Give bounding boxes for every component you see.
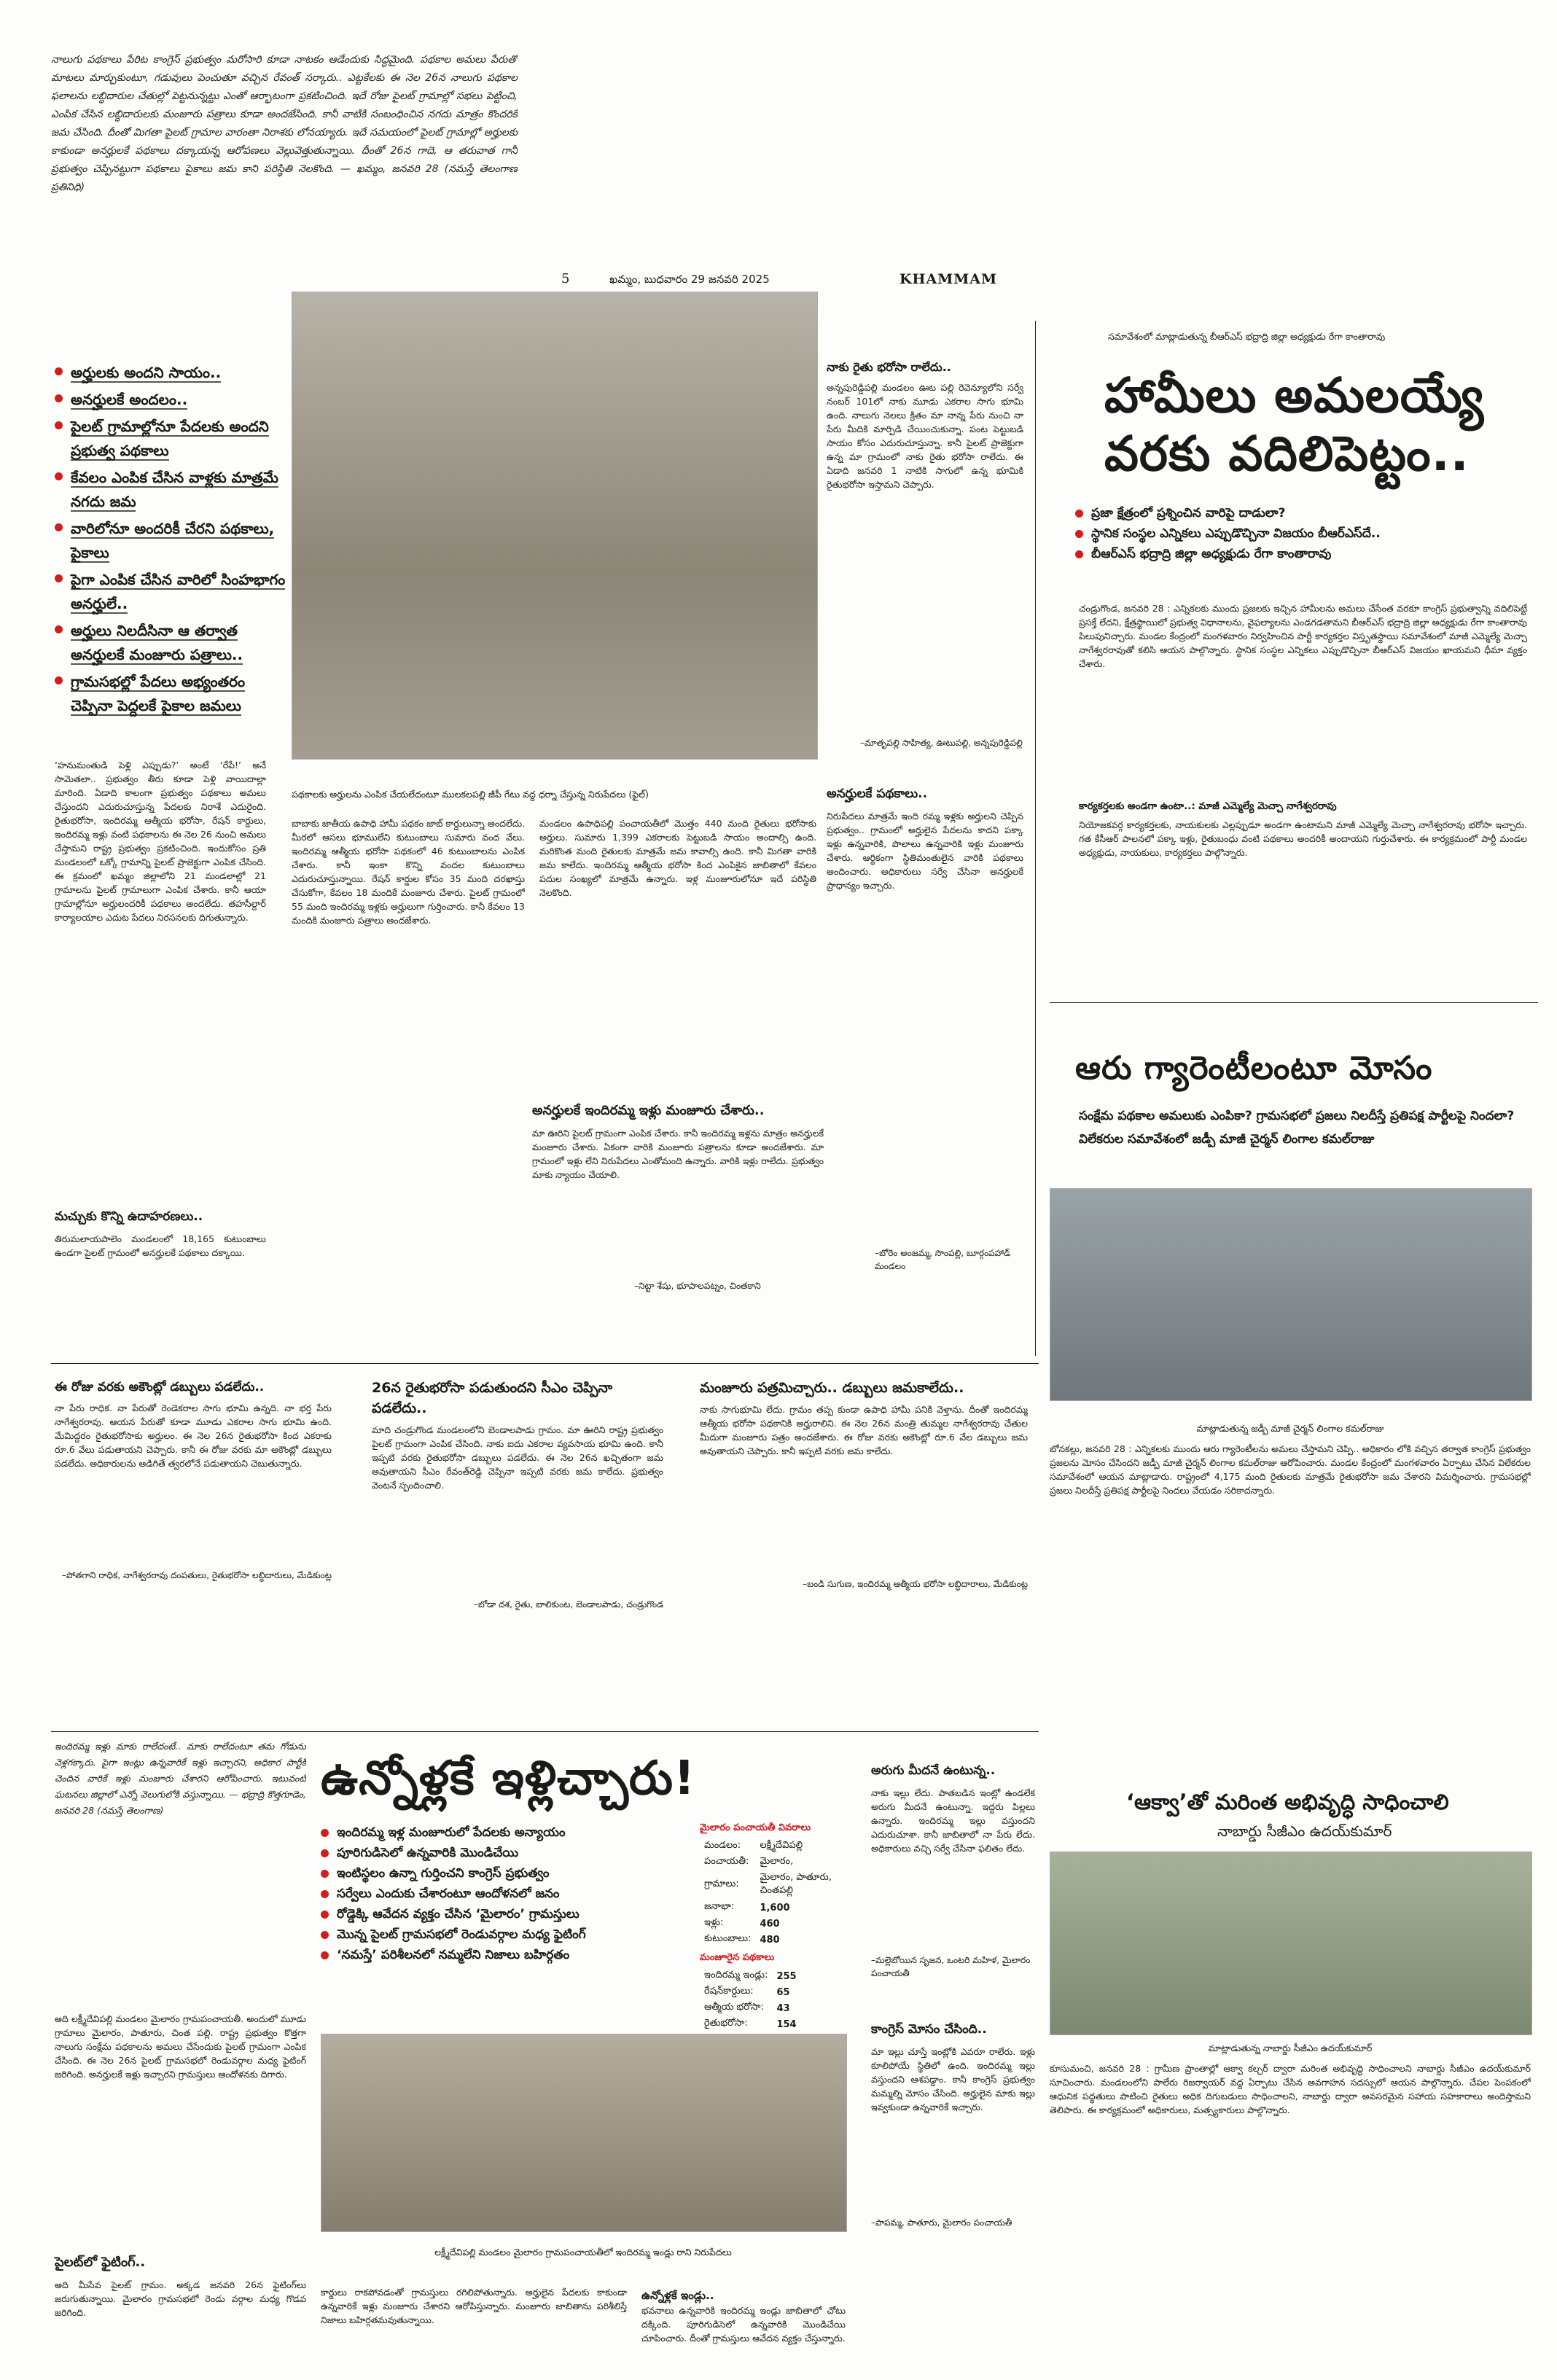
bottom-mid-subhead: ఉన్నోళ్లకే ఇండ్లు.. [641,2289,714,2302]
achieve-body: కూసుమంచి, జనవరి 28 : గ్రామీణ ప్రాంతాల్లో ఆక్వా కల్చర్ ద్వారా మరింత అభివృద్ధి సాధించాలని నాబార్డు సీజీఎం ఉదయ్‌కుమార్ సూచించారు. మండలంలోని పాలేరు రిజర్వాయర్ వద్ద ఏర్పాటు చేసిన అవగాహన సదస్సులో ఆయన పాల్గొన్నారు. చేపల పెంపకంలో ఆధునిక పద్ధతులు పాటించి రైతులు అధిక దిగుబడులు సాధించాలని, నాబార్డు ద్వారా అవసరమైన సహాయ సహకారాలు అందిస్తామని తెలిపారు. ఈ కార్యక్రమంలో అధికారులు, మత్స్యకారులు పాల్గొన్నారు. [1050,2063,1531,2115]
mid-byline: –నిట్టా శేషు, భూపాలపట్నం, చింతకాని [634,1281,761,1291]
small-col2-byline: –బోరెం అంజమ్మ, సొంపల్లి, బూర్గంపహాడ్ మండలం [875,1248,1010,1271]
big-highlight-item: ఇంటిస్థలం ఉన్నా గుర్తించని కాంగ్రెస్ ప్రభుత్వం [321,1863,729,1884]
center-right-body: మండలం ఉపాధిపల్లి పంచాయతీలో మొత్తం 440 మంది రైతులు భరోసాకు అర్హులు. సుమారు 1,399 ఎకరాలకు పెట్టుబడి సాయం అందాల్సి ఉంది. మరికొంత మంది రైతులకు మాత్రమే జమ కావాల్సి ఉంది. కానీ మిగతా వారికి జమ కాలేదు. ఇందిరమ్మ ఆత్మీయ భరోసా కింద ఎంపికైన జాబితాలో కేవలం పదుల సంఖ్యలో మాత్రమే ఉన్నారు. ఇళ్ల మంజూరులోనూ ఇదే పరిస్థితి నెలకొంది. [539,818,816,898]
agugu-byline: –మల్లెబోయిన సృజన, ఒంటరి మహిళ, మైలారం పంచాయతీ [871,1955,1031,1978]
achieve-photo-caption: మాట్లాడుతున్న నాబార్డు సీజీఎం ఉదయ్‌కుమార్ [1208,2042,1373,2053]
row2-body: నాకు సాగుభూమి లేదు. గ్రామం తప్ప కుండా ఉపాధి హామీ పనికి వెళ్తాను. దీంతో ఇందిరమ్మ ఆత్మీయ భరోసా పథకానికి అర్హురాలిని. ఈ నెల 26న మంత్రి తుమ్మల నాగేశ్వరరావు చేతుల మీదుగా మంజూరు పత్రం అందజేశారు. ఈ రోజు వరకు అకౌంట్లో రూ.6 వేల డబ్బులు జమ అవుతాయని చెప్పారు. కానీ ఇప్పటి వరకు జమ కాలేదు. [700,1404,1028,1456]
agugu-headline: అరుగు మీదనే ఉంటున్న.. [871,1763,996,1778]
right-subhead: కార్యకర్తలకు అండగా ఉంటా..: మాజీ ఎమ్మెల్యే మెచ్చా నాగేశ్వరరావు [1079,800,1337,812]
row2-story-1 [55,1378,332,1582]
small-col-body: అన్నపురెడ్డిపల్లి మండలం ఊట పల్లి రెవెన్యూలోని సర్వే నంబర్ 101లో నాకు మూడు ఎకరాల సాగు భూమి ఉంది. నాలుగు నెలలు క్రితం మా నాన్న పేరు నుంచి నా పేరు మీదికి మార్పిడి చేయించుకున్నా. పంట పెట్టుబడి సాయం కోసం ఎదురుచూస్తున్నా. కానీ పైలట్ ప్రాజెక్టుగా ఉన్న మా గ్రామంలో నాకు రైతు భరోసా రాలేదు. ఈ ఏడాది జనవరి 1 నాటికి సాగులో ఉన్న భూమికి రైతుభరోసా ఇస్తామని చెప్పారు. [827,382,1023,490]
big-headline: ఉన్నోళ్లకే ఇళ్లిచ్చారు! [321,1752,696,1806]
big-highlight-item: ఇందిరమ్మ ఇళ్ల మంజూరులో పేదలకు అన్యాయం [321,1822,729,1843]
guarantee-body: బోనకల్లు, జనవరి 28 : ఎన్నికలకు ముందు ఆరు గ్యారెంటీలను అమలు చేస్తామని చెప్పి.. అధికారం లోకి వచ్చిన తర్వాత కాంగ్రెస్ ప్రభుత్వం ప్రజలను మోసం చేసిందని జడ్పీ మాజీ చైర్మన్ లింగాల కమల్‌రాజు ఆరోపించారు. మండల కేంద్రంలో మంగళవారం ఏర్పాటు చేసిన విలేకరుల సమావేశంలో ఆయన మాట్లాడారు. రాష్ట్రంలో 4,175 మంది రైతులకు మాత్రమే రైతుభరోసా జమ చేశారని విమర్శించారు. గ్రామసభల్లో ప్రజలు నిలదీస్తే ప్రతిపక్ష పార్టీలపై నిందలు వేయడం సరికాదన్నారు. [1050,1443,1531,1496]
big-highlight-item: సర్వేలు ఎందుకు చేశారంటూ ఆందోళనలో జనం [321,1884,729,1904]
row2-story-3 [700,1378,1028,1591]
row2-byline: –బండి సుగుణ, ఇందిరమ్మ ఆత్మీయ భరోసా లబ్ధిదారాలు, మేడికుంట్ల [803,1579,1028,1589]
bottom-intro: ఇందిరమ్మ ఇళ్లు మాకు రాలేదంటే.. మాకు రాలేదంటూ తమ గోడును వెళ్లగక్కారు. పైగా ఇంట్లు ఉన్నవారికే ఇళ్లు ఇచ్చారని, అధికార పార్టీకి చెందిన వారికే ఇళ్లు మంజూరు చేశారని ఆరోపించారు. ఇటువంటి ఘటనలు జిల్లాలో ఎన్నో వెలుగులోకి వస్తున్నాయి. — భద్రాద్రి కొత్తగూడెం, జనవరి 28 (నమస్తే తెలంగాణ) [55,1741,306,1816]
left-column-body: ‘హనుమంతుడి పెళ్లి ఎప్పుడు?’ అంటే ‘రేపే!’ అనే సామెతలా.. ప్రభుత్వం తీరు కూడా పెళ్లి వాయిదాల్లా మారింది. ఏడాది కాలంగా ప్రభుత్వం పథకాలు అమలు చేస్తుందని ఎదురుచూస్తున్న పేదలకు నిరాశే ఎదురైంది. రైతుభరోసా, ఇందిరమ్మ ఆత్మీయ భరోసా, రేషన్ కార్డులు, ఇందిరమ్మ ఇళ్లు వంటి పథకాలను ఈ నెల 26 నుంచి అమలు చేస్తామని రాష్ట్ర ప్రభుత్వం ప్రకటించింది. ఇందుకోసం ప్రతి మండలంలో ఒక్కో గ్రామాన్ని పైలట్ ప్రాజెక్టుగా ఎంపిక చేసింది. ఈ క్రమంలో ఖమ్మం జిల్లాలోని 21 మండలాల్లో 21 గ్రామాలను పైలట్ గ్రామాలుగా ఎంపిక చేశారు. కానీ ఆయా గ్రామాల్లోనూ అర్హులందరికీ పథకాలు అందలేదు. తహసీల్దార్ కార్యాలయాల ఎదుట పేదలు నిరసనలకు దిగుతున్నారు. [55,760,266,923]
highlight-item: వారిలోనూ అందరికీ చేరని పథకాలు, పైకాలు [55,517,288,565]
right-top-caption: సమావేశంలో మాట్లాడుతున్న బీఆర్ఎస్ భద్రాద్రి జిల్లా అధ్యక్షుడు రేగా కాంతారావు [1108,331,1386,342]
bottom-left-subhead: పైలట్‌లో ఫైటింగ్.. [55,2255,146,2270]
mosam-body: మా ఇల్లు చూస్తే ఇంట్లోకి ఎవరూ రాలేరు. ఇళ్లు కూలిపోయే స్థితిలో ఉంది. ఇందిరమ్మ ఇల్లు వస్తుందని ఆశపడ్డాం. కానీ కాంగ్రెస్ ప్రభుత్వం మమ్మల్ని మోసం చేసింది. అర్హులైన మాకు ఇల్లు ఇవ్వకుండా ఉన్నవారికే ఇచ్చారు. [871,2046,1035,2112]
guarantee-subheads: సంక్షేమ పథకాల అమలుకు ఎంపికా? గ్రామసభలో ప్రజలు నిలదీస్తే ప్రతిపక్ష పార్టీలపై నిందలా? విలేకరుల సమావేశంలో జడ్పీ మాజీ చైర్మన్ లింగాల కమల్‌రాజు [1079,1109,1515,1147]
left-column-tail: తిరుమలాయపాలెం మండలంలో 18,165 కుటుంబాలు ఉండగా పైలట్ గ్రామంలో అనర్హులకే పథకాలు దక్కాయి. [55,1233,266,1258]
left-column-subhead: మచ్చుకు కొన్ని ఉదాహరణలు.. [55,1209,203,1224]
row2-byline: –పోతగాని రాధిక, నాగేశ్వరరావు దంపతులు, రైతుభరోసా లబ్ధిదారులు, మేడికుంట్ల [61,1570,332,1580]
highlight-item: అర్హులకు అందని సాయం.. [55,361,288,385]
stats-title: మైలారం పంచాయతీ వివరాలు [700,1822,811,1833]
right-highlight-item: బీఆర్ఎస్ భద్రాద్రి జిల్లా అధ్యక్షుడు రేగా కాంతారావు [1075,544,1527,564]
big-highlights-list [321,1822,729,1965]
achieve-photo [1050,1852,1532,2035]
stats-title-2: మంజూరైన పథకాలు [700,1952,775,1963]
protest-photo [292,292,818,760]
row2-headline: మంజూరు పత్రమిచ్చారు.. డబ్బులు జమకాలేదు.. [700,1380,964,1396]
edition-name: KHAMMAM [900,271,998,287]
big-highlight-item: రోడ్డెక్కి ఆవేదన వ్యక్తం చేసిన ‘మైలారం’ గ్రామస్తులు [321,1904,729,1924]
center-column-body: బాబాకు జాతీయ ఉపాధి హామీ పథకం జాబ్ కార్డులున్నా అందలేదు. మీరలో ఆసలు భూములేని కుటుంబాలు సుమారు వంద వేలు. ఇందిరమ్మ ఆత్మీయ భరోసా పథకంలో 46 కుటుంబాలను ఎంపిక చేశారు. కానీ ఇంకా కొన్ని వందల కుటుంబాలు ఎదురుచూస్తున్నాయి. రేషన్ కార్డుల కోసం 35 మంది దరఖాస్తు చేసుకోగా, కేవలం 18 మందికే మంజూరు చేశారు. పైలట్ గ్రామంలో 55 మంది ఇందిరమ్మ ఇళ్లకు అర్హులుగా గుర్తించారు. కానీ కేవలం 13 మందికి మంజూరు పత్రాలు అందజేశారు. [292,818,525,926]
top-intro-text: నాలుగు పథకాలు పేరిట కాంగ్రెస్ ప్రభుత్వం మరోసారి కూడా నాటకం ఆడేందుకు సిద్ధమైంది. పథకాల అమలు పేరుతో మాటలు మార్చుకుంటూ, గడువులు పెంచుతూ వచ్చిన రేవంత్ సర్కారు.. ఎట్టకేలకు ఈ నెల 26న నాలుగు పథకాల ఫలాలను లబ్ధిదారుల చేతుల్లో పెట్టనున్నట్టు ఎంతో ఆర్భాటంగా ప్రకటించింది. ఇదే రోజు పైలట్ గ్రామాల్లో సభలు పెట్టించి, ఎంపిక చేసిన లబ్ధిదారులకు మంజూరు పత్రాలు కూడా అందజేసింది. కానీ వాటికి సంబంధించిన నగదు మాత్రం కొందరికే జమ చేసింది. దీంతో మిగతా పైలట్ గ్రామాల వారంతా నిరాశకు లోనయ్యారు. ఇదే సమయంలో పైలట్ గ్రామాల్లో అర్హులకు కాకుండా అనర్హులకే పథకాలు దక్కాయన్న ఆరోపణలు వెల్లువెత్తుతున్నాయి. దీంతో 26న గాదె, ఆ తరువాత గానీ ప్రభుత్వం చెప్పినట్టుగా పథకాలు పైకాలు జమ కాని పరిస్థితి నెలకొంది. — ఖమ్మం, జనవరి 28 (నమస్తే తెలంగాణ ప్రతినిధి) [51,54,518,193]
row2-byline: –బోడా దశ, రైతు, బాలికుంట, బెండాలపాడు, చండ్రుగొండ [473,1599,663,1610]
small-col2-body: నిరుపేదలు మాత్రమే ఇంది రమ్మ ఇళ్లకు అర్హులని చెప్పిన ప్రభుత్వం.. గ్రామంలో అర్హులైన పేదలను కాదని పక్కా ఇళ్లు ఉన్నవారికి, పొలాలు ఉన్నవారికి ఇళ్లు మంజూరు చేశారు. ఆర్థికంగా స్థితిమంతులైన వారికి పథకాలు అందించారు. అధికారులు సర్వే చేసినా అనర్హులకే ప్రాధాన్యం ఇచ్చారు. [827,811,1023,891]
dateline: ఖమ్మం, బుధవారం 29 జనవరి 2025 [609,273,770,286]
highlight-item: పైలట్ గ్రామాల్లోనూ పేదలకు అందని ప్రభుత్వ పథకాలు [55,415,288,463]
highlight-item: అనర్హులకే అందలం.. [55,388,288,412]
mosam-byline: –పాపమ్మ, పాతూరు, మైలారం పంచాయతీ [871,2217,1012,2228]
highlight-item: అర్హులు నిలదీసినా ఆ తర్వాత అనర్హులకే మంజూరు పత్రాలు.. [55,619,288,667]
big-highlight-item: మొన్న పైలట్ గ్రామసభలో రెండువర్గాల మధ్య ఫైటింగ్ [321,1924,729,1945]
stats-box [700,1822,860,2032]
bottom-left-tail: అది మీసేవ పైలట్ గ్రామం. అక్కడ జనవరి 26న ఫైటింగ్‌లు జరుగుతున్నాయి. మైలారం గ్రామసభలో రెండు వర్గాల మధ్య గొడవ జరిగింది. [55,2279,306,2318]
mid-headline: అనర్హులకే ఇందిరమ్మ ఇళ్లు మంజూరు చేశారు.. [532,1103,765,1118]
bottom-mid-body: కార్డులు రాకపోవడంతో గ్రామస్తులు రగిలిపోతున్నారు. అర్హులైన పేదలకు కాకుండా ఉన్నవారికే ఇళ్లు మంజూరు చేశారని ఆరోపిస్తున్నారు. మంజూరు జాబితాను పరిశీలిస్తే నిజాలు బహిర్గతమవుతున్నాయి. [321,2287,627,2325]
mid-body: మా ఊరిని పైలట్ గ్రామంగా ఎంపిక చేశారు. కానీ ఇందిరమ్మ ఇళ్లను మాత్రం అనర్హులకే మంజూరు చేశారు. ఏకంగా వారికి మంజూరు పత్రాలను కూడా అందజేశారు. మా గ్రామంలో ఇళ్లు లేని నిరుపేదలు ఎంతోమంది ఉన్నారు. వారికి ఇళ్లు రాలేదు. ప్రభుత్వం మాకు న్యాయం చేయాలి. [532,1128,824,1180]
small-col-byline: –మాతృపల్లి సాహిత్య, ఊటుపల్లి, అన్నపురెడ్డిపల్లి [860,738,1023,748]
guarantee-headline: ఆరు గ్యారెంటీలంటూ మోసం [1075,1050,1433,1087]
stats-table: మండలం: లక్ష్మీదేవిపల్లి పంచాయతీ: మైలారం, గ్రామాలు: మైలారం, పాతూరు, చింతపల్లి జనాభా: 1,600 ఇళ్లు: 460 కుటుంబాలు: 480 [704,1840,832,1946]
big-highlight-item: ‘నమస్తే’ పరిశీలనలో నమ్మలేని నిజాలు బహిర్గతం [321,1945,729,1965]
stats-table-2: ఇందిరమ్మ ఇండ్లు: 255 రేషన్‌కార్డులు: 65 ఆత్మీయ భరోసా: 43 రైతుభరోసా: 154 [704,1970,797,2030]
right-headline-line1: హామీలు అమలయ్యే [1104,367,1485,424]
achieve-byline: నాబార్డు సీజీఎం ఉదయ్‌కుమార్ [1217,1822,1392,1840]
bottom-mid-body2: భవనాలు ఉన్నవారికి ఇందిరమ్మ ఇండ్లు జాబితాలో చోటు దక్కింది. పూరిగుడిసెలో ఉన్నవారికి మొండిచేయి చూపించారు. దీంతో గ్రామస్తులు ఆవేదన వ్యక్తం చేస్తున్నారు. [641,2305,846,2344]
row2-body: నా పేరు రాధిక. నా పేరుతో రెండెకరాల సాగు భూమి ఉన్నది. నా భర్త పేరు నాగేశ్వరరావు. ఆయన పేరుతో కూడా మూడు ఎకరాల సాగు భూమి ఉంది. మేమిద్దరం రైతుభరోసాకు అర్హులం. ఈ నెల 26న రైతుభరోసా కింద ఎకరాకు రూ.6 వేలు పడుతాయని చెప్పారు. కానీ ఈ రోజు వరకు మా అకౌంట్లో డబ్బులు పడలేదు. అధికారులను అడిగితే త్వరలోనే పడుతాయని చెబుతున్నారు. [55,1402,332,1469]
small-col2-headline: అనర్హులకే పథకాలు.. [827,787,928,801]
small-col-headline: నాకు రైతు భరోసా రాలేదు.. [827,360,951,374]
highlight-item: గ్రామసభల్లో పేదలు అభ్యంతరం చెప్పినా పెద్దలకే పైకాల జమలు [55,670,288,718]
big-highlight-item: పూరిగుడిసెలో ఉన్నవారికి మొండిచేయి [321,1843,729,1863]
row2-body: మాది చండ్రుగొండ మండలంలోని బెండాలపాడు గ్రామం. మా ఊరిని రాష్ట్ర ప్రభుత్వం పైలట్ గ్రామంగా ఎంపిక చేసింది. నాకు ఐదు ఎకరాల వ్యవసాయ భూమి ఉంది. కానీ ఇప్పటి వరకు రైతుభరోసా డబ్బులు పడలేదు. ఈ నెల 26న ఖచ్చితంగా జమ అవుతాయని సీఎం రేవంత్‌రెడ్డి చెప్పినా ఇప్పటి వరకు జమ కాలేదు. ప్రభుత్వం వెంటనే స్పందించాలి. [372,1424,663,1491]
page-number: 5 [561,271,570,286]
achieve-headline: ‘ఆక్వా’తో మరింత అభివృద్ధి సాధించాలి [1126,1790,1449,1814]
right-body2: నియోజకవర్గ కార్యకర్తలకు, నాయకులకు ఎల్లప్పుడూ అండగా ఉంటామని మాజీ ఎమ్మెల్యే మెచ్చా నాగేశ్వరరావు భరోసా ఇచ్చారు. గత కేసీఆర్ పాలనలో పక్కా ఇళ్లు, రైతుబంధు వంటి పథకాలు అందరికీ అందాయని గుర్తుచేశారు. ఈ కార్యక్రమంలో పార్టీ మండల అధ్యక్షుడు, నాయకులు, కార్యకర్తలు పాల్గొన్నారు. [1079,819,1527,858]
right-body: చండ్రుగొండ, జనవరి 28 : ఎన్నికలకు ముందు ప్రజలకు ఇచ్చిన హామీలను అమలు చేసేంత వరకూ కాంగ్రెస్ ప్రభుత్వాన్ని వదిలిపెట్టే ప్రసక్తే లేదని, క్షేత్రస్థాయిలో ప్రభుత్వ విధానాలను, వైఫల్యాలను ఎండగడతామని బీఆర్ఎస్ భద్రాద్రి జిల్లా అధ్యక్షుడు రేగా కాంతారావు పిలుపునిచ్చారు. మండల కేంద్రంలో మంగళవారం నిర్వహించిన పార్టీ కార్యకర్తల విస్తృతస్థాయి సమావేశంలో మాజీ ఎమ్మెల్యే మెచ్చా నాగేశ్వరరావుతో కలిసి ఆయన పాల్గొన్నారు. స్థానిక సంస్థల ఎన్నికలు ఎప్పుడొచ్చినా బీఆర్ఎస్ విజయం ఖాయమని ధీమా వ్యక్తం చేశారు. [1079,603,1527,669]
left-highlights-list [55,361,288,721]
right-highlights-list [1075,503,1527,564]
row2-headline: ఈ రోజు వరకు అకౌంట్లో డబ్బులు పడలేదు.. [55,1380,265,1394]
right-highlight-item: ప్రజా క్షేత్రంలో ప్రశ్నించిన వారిపై దాడులా? [1075,503,1527,523]
highlight-item: పైగా ఎంపిక చేసిన వారిలో సింహభాగం అనర్హులే.. [55,568,288,616]
protest-photo-caption: పథకాలకు అర్హులను ఎంపిక చేయలేదంటూ ములకలపల్లి జీపీ గేటు వద్ద ధర్నా చేస్తున్న నిరుపేదలు (ఫైల్) [292,789,649,800]
guarantee-photo-caption: మాట్లాడుతున్న జడ్పీ మాజీ చైర్మన్ లింగాల కమల్‌రాజు [1196,1423,1384,1434]
mylaram-photo [321,2034,847,2232]
bottom-left-body: అది లక్ష్మీదేవిపల్లి మండలం మైలారం గ్రామపంచాయతీ. అందులో మూడు గ్రామాలు మైలారం, పాతూరు, చింత పల్లి. రాష్ట్ర ప్రభుత్వం కొత్తగా నాలుగు సంక్షేమ పథకాలను అమలు చేసేందుకు పైలట్ గ్రామంగా ఎంపిక చేసింది. ఈ నెల 26న పైలట్ గ్రామసభలో రెండువర్గాల మధ్య ఫైటింగ్ జరిగింది. అనర్హులకే ఇళ్లు ఇచ్చారని గ్రామస్తులు ఆందోళనకు దిగారు. [55,2013,306,2080]
row2-story-2 [372,1378,663,1611]
right-highlight-item: స్థానిక సంస్థల ఎన్నికలు ఎప్పుడొచ్చినా విజయం బీఆర్ఎస్‌దే.. [1075,523,1527,544]
mosam-headline: కాంగ్రెస్ మోసం చేసింది.. [871,2022,987,2037]
agugu-body: నాకు ఇల్లు లేదు. పాతబడిన ఇంట్లో ఉండలేక అరుగు మీదనే ఉంటున్నా. ఇద్దరు పిల్లలు ఉన్నారు. ఇందిరమ్మ ఇల్లు వస్తుందని ఎదురుచూశా. కానీ జాబితాలో నా పేరు లేదు. అధికారులు వచ్చి సర్వే చేసినా ఫలితం లేదు. [871,1787,1035,1854]
guarantee-photo [1050,1188,1532,1401]
mylaram-photo-caption: లక్ష్మీదేవిపల్లి మండలం మైలారం గ్రామపంచాయతీలో ఇందిరమ్మ ఇండ్లు రాని నిరుపేదలు [434,2247,732,2258]
highlight-item: కేవలం ఎంపిక చేసిన వాళ్లకు మాత్రమే నగదు జమ [55,466,288,514]
right-headline-line2: వరకు వదిలిపెట్టం.. [1104,426,1470,482]
row2-headline: 26న రైతుభరోసా పడుతుందని సీఎం చెప్పినా పడలేదు.. [372,1380,613,1416]
